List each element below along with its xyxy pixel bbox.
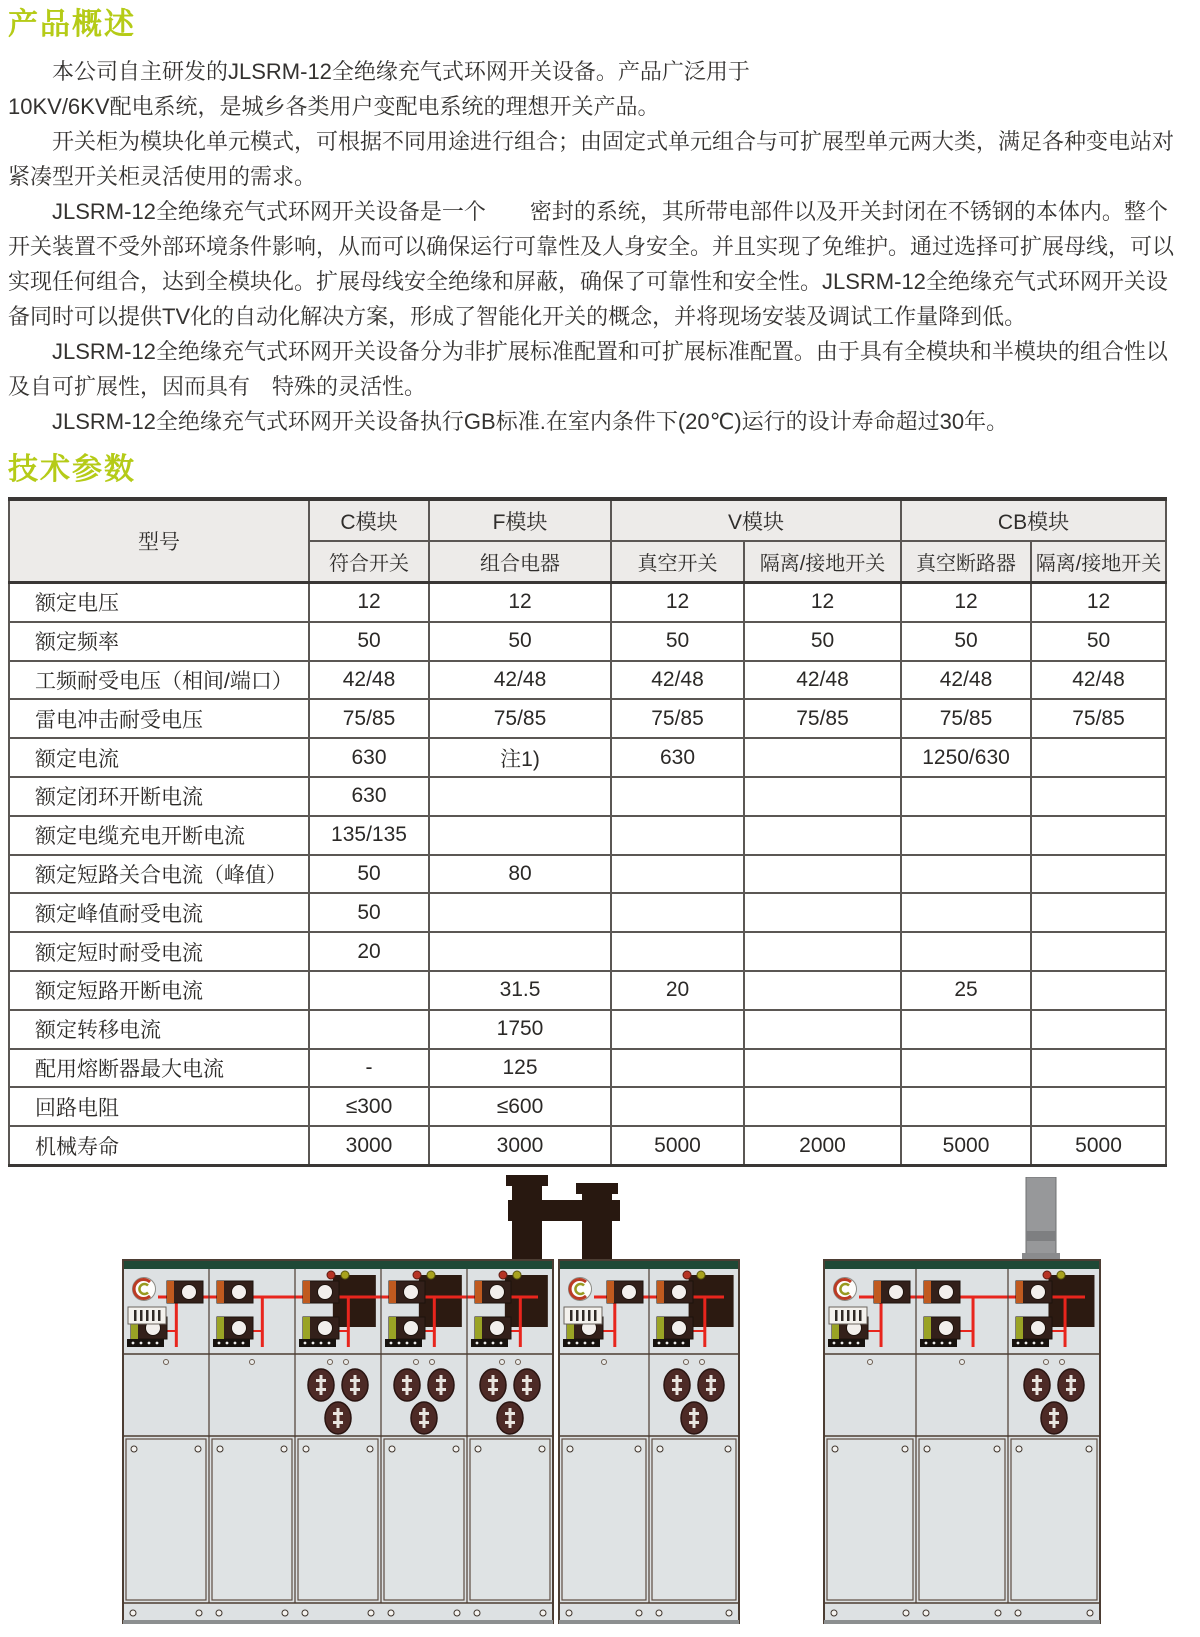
param-value: 42/48 [429, 661, 611, 700]
param-value: 75/85 [429, 699, 611, 738]
params-title: 技术参数 [8, 453, 136, 486]
param-value [1031, 855, 1166, 894]
param-label: 额定频率 [9, 622, 309, 661]
group-header-v: V模块 [611, 499, 901, 541]
param-value [611, 1049, 744, 1088]
param-value: 50 [309, 855, 429, 894]
param-value [901, 855, 1031, 894]
param-value [611, 816, 744, 855]
param-rows [9, 583, 1166, 1166]
param-value [901, 932, 1031, 971]
param-value: 50 [611, 622, 744, 661]
param-value: 135/135 [309, 816, 429, 855]
cabinet-right [823, 1259, 1101, 1627]
param-value [901, 1049, 1031, 1088]
param-value [901, 777, 1031, 816]
param-label: 雷电冲击耐受电压 [9, 699, 309, 738]
param-value: 2000 [744, 1126, 901, 1165]
param-value: 630 [309, 777, 429, 816]
param-value [1031, 1010, 1166, 1049]
overview-text [8, 54, 1193, 439]
param-value [429, 932, 611, 971]
overview-line: 开关装置不受外部环境条件影响，从而可以确保运行可靠性及人身安全。并且实现了免维护。通过选择可扩展母线，可以 [8, 234, 1175, 259]
subheader: 隔离/接地开关 [744, 541, 901, 583]
table-row [9, 971, 1166, 1010]
overview-line: 开关柜为模块化单元模式，可根据不同用途进行组合；由固定式单元组合与可扩展型单元两大类，满足各种变电站对 [52, 129, 1175, 154]
param-value: 75/85 [901, 699, 1031, 738]
param-value: 12 [744, 583, 901, 622]
param-value: 3000 [309, 1126, 429, 1165]
subheader: 真空开关 [611, 541, 744, 583]
param-value: 50 [429, 622, 611, 661]
param-value [611, 1087, 744, 1126]
param-value [744, 855, 901, 894]
table-row [9, 816, 1166, 855]
param-value [744, 816, 901, 855]
param-label: 机械寿命 [9, 1126, 309, 1165]
param-value [744, 777, 901, 816]
overview-line: JLSRM-12全绝缘充气式环网开关设备执行GB标准.在室内条件下(20℃)运行的设计寿命超过30年。 [52, 409, 1009, 434]
param-label: 配用熔断器最大电流 [9, 1049, 309, 1088]
param-value [429, 893, 611, 932]
overview-line: 及自可扩展性，因而具有 特殊的灵活性。 [8, 374, 427, 399]
group-header-f: F模块 [429, 499, 611, 541]
param-value [1031, 738, 1166, 777]
param-value: 42/48 [309, 661, 429, 700]
param-label: 额定电压 [9, 583, 309, 622]
param-value: 12 [901, 583, 1031, 622]
param-value: ≤600 [429, 1087, 611, 1126]
param-value [1031, 971, 1166, 1010]
param-value: 630 [309, 738, 429, 777]
param-value [1031, 777, 1166, 816]
overview-line: 实现任何组合，达到全模块化。扩展母线安全绝缘和屏蔽，确保了可靠性和安全性。JLSRM-12全绝缘充气式环网开关设 [8, 269, 1168, 294]
param-value: 75/85 [611, 699, 744, 738]
param-value: 50 [1031, 622, 1166, 661]
param-value: 50 [744, 622, 901, 661]
table-row [9, 932, 1166, 971]
overview-line: 10KV/6KV配电系统，是城乡各类用户变配电系统的理想开关产品。 [8, 94, 660, 119]
param-value: 5000 [901, 1126, 1031, 1165]
param-value: 注1) [429, 738, 611, 777]
param-value: 5000 [1031, 1126, 1166, 1165]
param-value: 50 [901, 622, 1031, 661]
table-row [9, 1010, 1166, 1049]
param-value [1031, 932, 1166, 971]
param-value [1031, 1087, 1166, 1126]
table-row [9, 583, 1166, 622]
param-value: 80 [429, 855, 611, 894]
param-value: 1250/630 [901, 738, 1031, 777]
param-value [744, 1087, 901, 1126]
param-value: 50 [309, 893, 429, 932]
param-value [901, 893, 1031, 932]
param-value [429, 816, 611, 855]
table-row [9, 1087, 1166, 1126]
param-value: 75/85 [744, 699, 901, 738]
param-value: ≤300 [309, 1087, 429, 1126]
param-label: 额定闭环开断电流 [9, 777, 309, 816]
param-value [901, 816, 1031, 855]
param-value: 20 [309, 932, 429, 971]
table-row [9, 855, 1166, 894]
param-value: 42/48 [744, 661, 901, 700]
param-value [744, 893, 901, 932]
overview-line: 本公司自主研发的JLSRM-12全绝缘充气式环网开关设备。产品广泛用于 [52, 59, 750, 84]
switchgear-illustration [0, 1167, 1200, 1637]
cable-duct [1022, 1177, 1060, 1261]
param-value [744, 1010, 901, 1049]
param-value [429, 777, 611, 816]
group-header-c: C模块 [309, 499, 429, 541]
param-value: 12 [309, 583, 429, 622]
table-row [9, 738, 1166, 777]
param-value [1031, 1049, 1166, 1088]
param-value: 12 [611, 583, 744, 622]
table-row [9, 699, 1166, 738]
param-value [1031, 893, 1166, 932]
subheader: 真空断路器 [901, 541, 1031, 583]
param-value: 20 [611, 971, 744, 1010]
param-value: 12 [1031, 583, 1166, 622]
param-value: 12 [429, 583, 611, 622]
param-value [744, 932, 901, 971]
param-value: 1750 [429, 1010, 611, 1049]
param-label: 额定转移电流 [9, 1010, 309, 1049]
param-value: - [309, 1049, 429, 1088]
param-value [1031, 816, 1166, 855]
param-value [744, 1049, 901, 1088]
table-row [9, 777, 1166, 816]
subheader: 符合开关 [309, 541, 429, 583]
param-value: 5000 [611, 1126, 744, 1165]
param-value [901, 1087, 1031, 1126]
subheader: 隔离/接地开关 [1031, 541, 1166, 583]
param-value: 75/85 [1031, 699, 1166, 738]
param-label: 额定峰值耐受电流 [9, 893, 309, 932]
param-label: 额定电流 [9, 738, 309, 777]
param-value [611, 777, 744, 816]
cabinet-middle [558, 1259, 740, 1627]
param-value [309, 1010, 429, 1049]
param-value [901, 1010, 1031, 1049]
param-label: 额定短路开断电流 [9, 971, 309, 1010]
param-value [744, 971, 901, 1010]
param-value: 630 [611, 738, 744, 777]
busbar-connector [498, 1175, 628, 1261]
subheader: 组合电器 [429, 541, 611, 583]
overview-line: JLSRM-12全绝缘充气式环网开关设备分为非扩展标准配置和可扩展标准配置。由于具有全模块和半模块的组合性以 [52, 339, 1168, 364]
param-label: 额定短路关合电流（峰值） [9, 855, 309, 894]
model-header: 型号 [9, 499, 309, 583]
param-value: 3000 [429, 1126, 611, 1165]
overview-line: 备同时可以提供TV化的自动化解决方案，形成了智能化开关的概念，并将现场安装及调试工作量降到低。 [8, 304, 1027, 329]
cabinet-left [122, 1259, 554, 1627]
overview-title: 产品概述 [8, 8, 136, 41]
param-label: 工频耐受电压（相间/端口） [9, 661, 309, 700]
overview-line: 紧凑型开关柜灵活使用的需求。 [8, 164, 317, 189]
param-value [611, 855, 744, 894]
param-value: 75/85 [309, 699, 429, 738]
param-value [309, 971, 429, 1010]
param-value: 42/48 [611, 661, 744, 700]
param-label: 回路电阻 [9, 1087, 309, 1126]
param-label: 额定电缆充电开断电流 [9, 816, 309, 855]
overview-line: JLSRM-12全绝缘充气式环网开关设备是一个 密封的系统，其所带电部件以及开关封闭在不锈钢的本体内。整个 [52, 199, 1168, 224]
param-value: 31.5 [429, 971, 611, 1010]
group-header-cb: CB模块 [901, 499, 1166, 541]
table-row [9, 893, 1166, 932]
param-value: 125 [429, 1049, 611, 1088]
param-value: 25 [901, 971, 1031, 1010]
tech-params-table [8, 497, 1167, 1167]
table-row [9, 1126, 1166, 1165]
table-row [9, 1049, 1166, 1088]
param-value [611, 893, 744, 932]
param-value: 42/48 [901, 661, 1031, 700]
table-row [9, 622, 1166, 661]
param-label: 额定短时耐受电流 [9, 932, 309, 971]
param-value [744, 738, 901, 777]
table-row [9, 661, 1166, 700]
param-value [611, 1010, 744, 1049]
param-value [611, 932, 744, 971]
param-value: 50 [309, 622, 429, 661]
param-value: 42/48 [1031, 661, 1166, 700]
